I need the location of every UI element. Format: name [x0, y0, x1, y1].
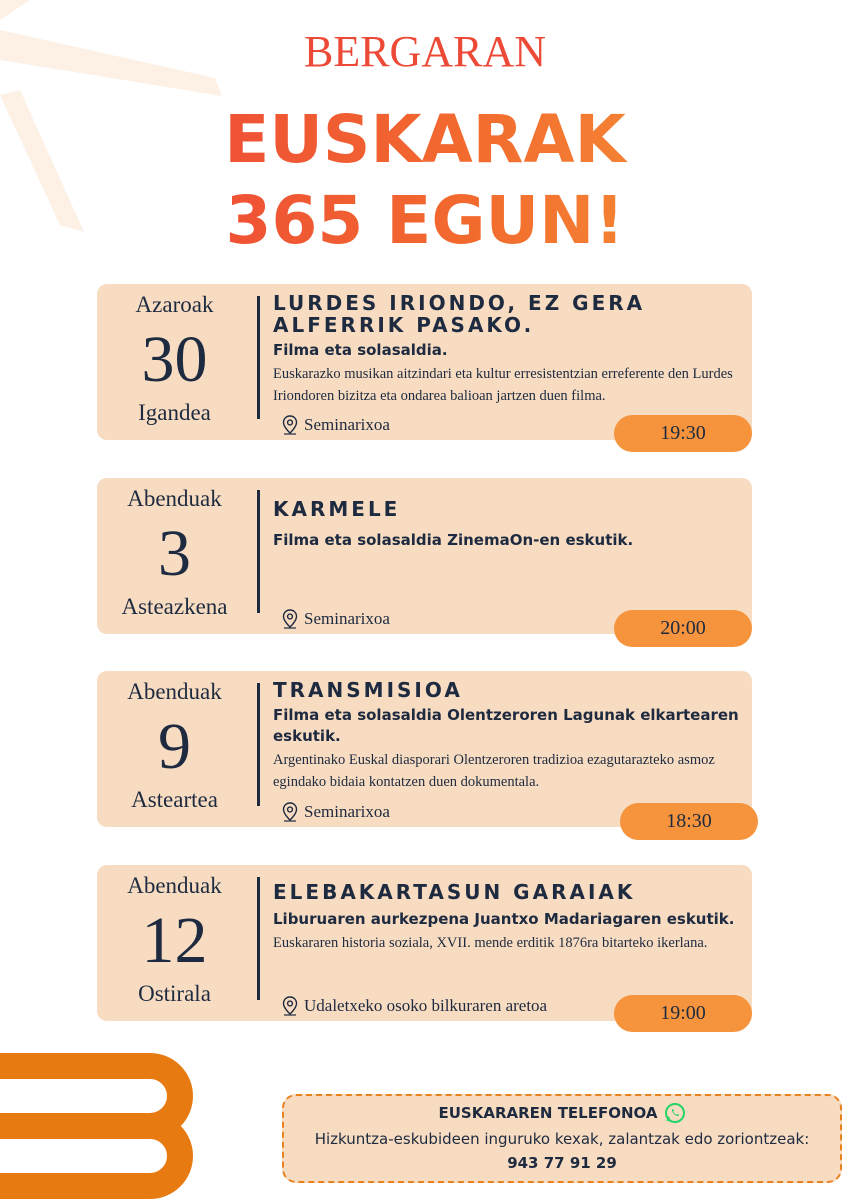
event-title	[273, 292, 743, 336]
event-time: 19:30	[614, 415, 752, 452]
location-pin-icon	[282, 415, 298, 435]
event-location	[282, 604, 390, 634]
event-day: 9	[158, 710, 191, 783]
event-location	[282, 797, 390, 827]
event-title	[273, 498, 743, 520]
event-month: Abenduak	[127, 679, 222, 704]
phone-title-text: EUSKARAREN TELEFONOA	[438, 1104, 658, 1122]
event-date	[97, 865, 252, 1021]
event-subtitle: Liburuaren aurkezpena Juantxo Madariagaren eskutik.	[273, 910, 735, 928]
event-month: Azaroak	[135, 292, 214, 317]
location-pin-icon	[282, 802, 298, 822]
main-title-line1: EUSKARAK	[0, 107, 850, 173]
event-day: 12	[141, 904, 208, 977]
event-weekday: Ostirala	[138, 981, 211, 1006]
phone-info-box	[282, 1094, 842, 1183]
phone-number: 943 77 91 29	[507, 1154, 617, 1172]
event-title-line: ALFERRIK PASAKO.	[273, 313, 535, 337]
divider	[257, 490, 260, 613]
phone-description: Hizkuntza-eskubideen inguruko kexak, zalantzak edo zoriontzeak:	[314, 1130, 810, 1148]
divider	[257, 296, 260, 419]
event-subtitle: Filma eta solasaldia ZinemaOn-en eskutik.	[273, 531, 634, 549]
divider	[257, 877, 260, 1000]
pre-title: BERGARAN	[303, 27, 547, 76]
event-subtitle: Filma eta solasaldia.	[273, 341, 448, 359]
location-label: Udaletxeko osoko bilkuraren aretoa	[304, 996, 548, 1015]
event-location	[282, 991, 547, 1021]
location-label: Seminarixoa	[304, 415, 390, 434]
event-description: Euskarazko musikan aitzindari eta kultur erresistentzian erreferente den Lurdes Iriondoren bizitza eta ondarea balioan jartzen duen filma.	[273, 366, 733, 404]
event-month: Abenduak	[127, 486, 222, 511]
event-weekday: Asteazkena	[121, 594, 228, 619]
location-pin-icon	[282, 609, 298, 629]
event-title-line: KARMELE	[273, 497, 401, 521]
event-description: Argentinako Euskal diasporari Olentzeroren tradizioa ezagutarazteko asmoz egindako bidaia kontatzen duen dokumentala.	[273, 752, 715, 790]
phone-title	[284, 1102, 840, 1124]
location-label: Seminarixoa	[304, 802, 390, 821]
divider	[257, 683, 260, 806]
event-location	[282, 410, 390, 440]
whatsapp-icon	[664, 1102, 686, 1124]
event-day: 3	[158, 517, 191, 590]
event-date	[97, 671, 252, 827]
location-label: Seminarixoa	[304, 609, 390, 628]
event-weekday: Igandea	[138, 400, 211, 425]
event-date	[97, 478, 252, 634]
location-pin-icon	[282, 996, 298, 1016]
event-title-line: ELEBAKARTASUN GARAIAK	[273, 880, 636, 904]
event-title-line: LURDES IRIONDO, EZ GERA	[273, 291, 646, 315]
event-month: Abenduak	[127, 873, 222, 898]
event-title-line: TRANSMISIOA	[273, 678, 463, 702]
event-time: 20:00	[614, 610, 752, 647]
stripes-decoration	[0, 1045, 210, 1202]
event-date	[97, 284, 252, 440]
event-title	[273, 679, 743, 701]
event-title	[273, 881, 743, 903]
event-time: 19:00	[614, 995, 752, 1032]
event-weekday: Asteartea	[131, 787, 218, 812]
event-description: Euskararen historia soziala, XVII. mende erditik 1876ra bitarteko ikerlana.	[273, 935, 708, 951]
event-subtitle: Filma eta solasaldia Olentzeroren Lagunak elkartearen eskutik.	[273, 706, 739, 745]
main-title-line2: 365 EGUN!	[0, 188, 850, 254]
event-day: 30	[141, 323, 208, 396]
event-time: 18:30	[620, 803, 758, 840]
